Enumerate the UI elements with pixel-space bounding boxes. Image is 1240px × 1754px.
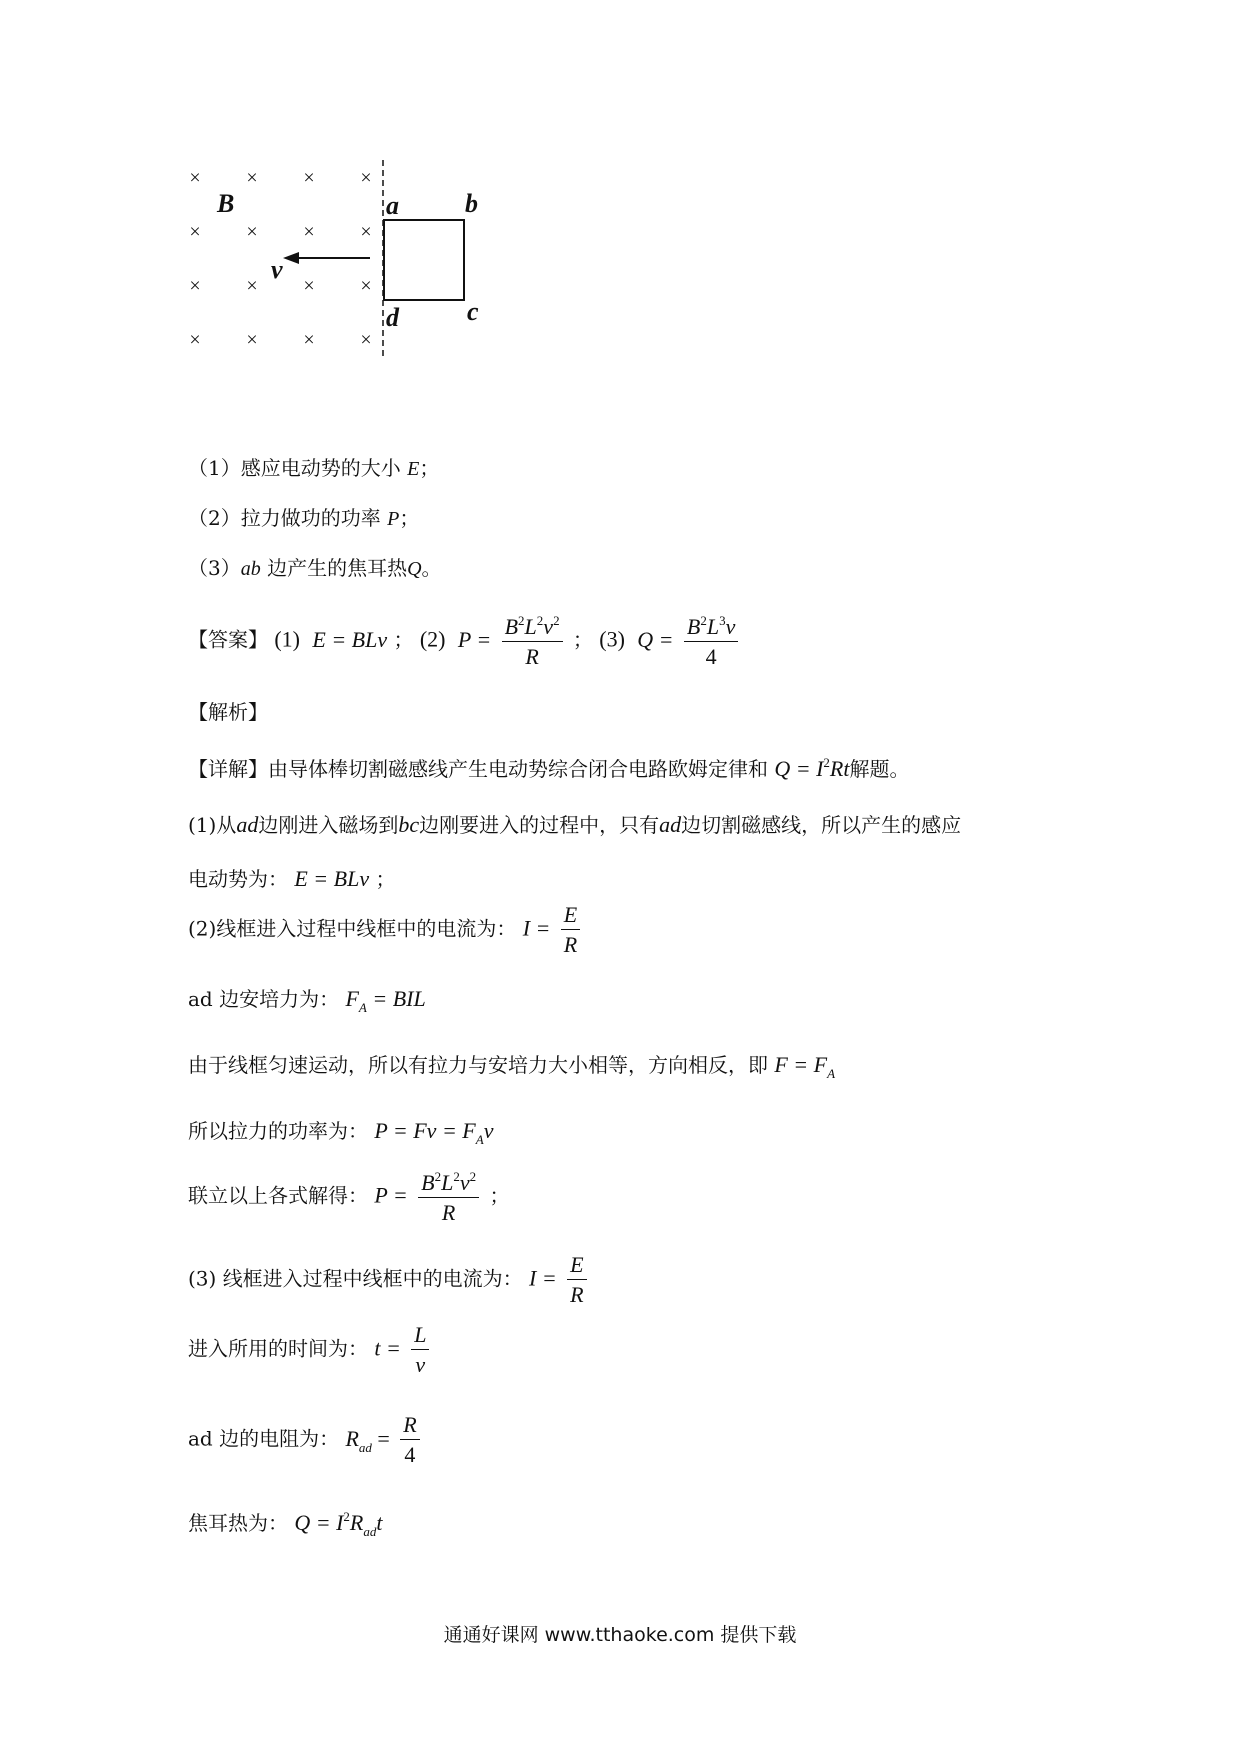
- step-9-lhs: [345, 1425, 390, 1455]
- step-8-fraction: [411, 1324, 429, 1376]
- detail-intro-end: 解题。: [849, 757, 910, 781]
- step-1-ad: ad: [236, 812, 259, 837]
- velocity-arrow-head: [283, 252, 299, 264]
- question-3-prefix: （3）: [188, 556, 241, 580]
- step-7-denominator: R: [570, 1282, 584, 1307]
- figure-svg: [189, 160, 555, 410]
- label-B: B: [217, 189, 235, 218]
- step-8: [188, 1324, 433, 1376]
- step-7-fraction: [567, 1254, 586, 1306]
- step-1-c: 边刚要进入的过程中，只有: [419, 813, 660, 837]
- question-1-var: E: [407, 458, 420, 480]
- step-9-R: R: [345, 1425, 359, 1451]
- question-2-text: （2）拉力做功的功率: [188, 506, 381, 530]
- step-9-numerator: R: [400, 1414, 419, 1440]
- step-3-text: ad 边安培力为：: [188, 987, 340, 1011]
- step-7-text: (3) 线框进入过程中线框中的电流为：: [188, 1266, 523, 1291]
- detail-intro-equation: $Q = I^2Rt$: [774, 755, 850, 781]
- answer-p3: (3): [599, 626, 625, 652]
- answer-eq3-lhs: Q =: [637, 626, 674, 652]
- step-5: [188, 1120, 493, 1146]
- step-2-denominator: R: [563, 932, 578, 957]
- field-mark: ×: [360, 167, 372, 189]
- label-c: c: [467, 297, 479, 326]
- question-2-end: ；: [399, 506, 420, 530]
- step-5-equation: $P = Fv = F_Av$: [374, 1118, 494, 1147]
- answer-sep1: ；: [393, 627, 414, 652]
- step-10-t: t: [376, 1510, 383, 1535]
- answer-eq3-numerator: $B^2L^3v$: [684, 614, 738, 642]
- step-4-text: 由于线框匀速运动，所以有拉力与安培力大小相等，方向相反，即: [188, 1053, 768, 1077]
- question-2-var: P: [387, 508, 400, 530]
- step-1-line2-text: 电动势为：: [188, 867, 288, 891]
- detail-intro-text: 由导体棒切割磁感线产生电动势综合闭合电路欧姆定律和: [268, 757, 768, 781]
- answer-eq3-fraction: [684, 614, 738, 668]
- step-2-fraction: [561, 904, 580, 956]
- step-3-equation: $F_A$ = BIL: [345, 986, 426, 1015]
- step-5-eq: P = Fv = F: [374, 1118, 476, 1143]
- step-1-a: (1)从: [188, 813, 237, 837]
- step-10-equation: $Q = I^2R_{ad}t$: [294, 1509, 383, 1539]
- footer-watermark: 通通好课网 www.tthaoke.com 提供下载: [443, 1624, 797, 1646]
- field-mark: ×: [360, 221, 372, 243]
- step-6: [188, 1170, 509, 1224]
- question-3-text: 边产生的焦耳热: [267, 556, 408, 580]
- step-9-text: ad 边的电阻为：: [188, 1426, 340, 1451]
- field-mark: ×: [189, 167, 201, 189]
- step-1-bc: bc: [398, 812, 420, 837]
- step-6-text: 联立以上各式解得：: [188, 1183, 368, 1208]
- field-mark: ×: [246, 221, 258, 243]
- answer-sep2: ；: [572, 627, 593, 652]
- step-6-lhs: P =: [374, 1182, 408, 1208]
- field-mark: ×: [189, 329, 201, 351]
- step-4: [188, 1054, 835, 1080]
- field-mark: ×: [360, 329, 372, 351]
- answer-label: 【答案】: [188, 627, 268, 652]
- step-8-numerator: L: [411, 1324, 429, 1350]
- step-1-end: ；: [375, 867, 396, 891]
- detail-intro: [188, 756, 909, 780]
- label-b: b: [465, 189, 478, 218]
- field-mark: ×: [246, 167, 258, 189]
- step-1-b: 边刚进入磁场到: [258, 813, 399, 837]
- field-mark: ×: [303, 167, 315, 189]
- step-3-eq-rest: = BIL: [372, 986, 426, 1011]
- step-10-sub: ad: [363, 1524, 377, 1539]
- label-d: d: [386, 303, 399, 332]
- answer-eq3-denominator: 4: [705, 644, 717, 669]
- step-5-text: 所以拉力的功率为：: [188, 1119, 368, 1143]
- answer-eq2-fraction: [502, 614, 563, 668]
- magnetic-field-figure: [189, 160, 555, 410]
- question-1-text: （1）感应电动势的大小: [188, 456, 401, 480]
- detail-intro-eq-post: Rt: [829, 756, 850, 781]
- field-mark: ×: [303, 275, 315, 297]
- step-4-equation: $F = F_A$: [774, 1052, 836, 1081]
- step-1-d: 边切割磁感线，所以产生的感应: [681, 813, 962, 837]
- answer-p2: (2): [419, 626, 446, 652]
- label-a: a: [386, 191, 399, 220]
- step-6-end: ；: [489, 1183, 510, 1208]
- detail-intro-eq-pre: Q = I: [774, 756, 824, 781]
- step-10: [188, 1510, 383, 1538]
- question-1-end: ；: [419, 456, 440, 480]
- step-6-fraction: [418, 1170, 479, 1224]
- detail-label: 【详解】: [188, 757, 268, 781]
- step-1-ad2: ad: [659, 812, 682, 837]
- step-8-text: 进入所用的时间为：: [188, 1336, 368, 1361]
- answer-p1: (1): [274, 626, 301, 652]
- question-3-var: ab: [240, 558, 261, 580]
- answer-eq2-denominator: R: [525, 644, 539, 669]
- step-7-numerator: E: [567, 1254, 586, 1280]
- analysis-label: 【解析】: [188, 700, 268, 724]
- step-7: [188, 1254, 591, 1306]
- step-2: [188, 904, 584, 956]
- step-3: [188, 988, 426, 1014]
- step-1-equation: E = BLv: [294, 866, 370, 891]
- step-8-denominator: v: [415, 1352, 426, 1377]
- step-9-eq: =: [377, 1425, 390, 1451]
- step-6-numerator: $B^2L^2v^2$: [418, 1170, 479, 1198]
- step-10-R: R: [349, 1510, 364, 1535]
- answer-line: [188, 614, 742, 668]
- step-6-denominator: R: [441, 1200, 456, 1225]
- question-1: [188, 458, 439, 479]
- step-1-line-1: [188, 814, 961, 836]
- question-2: [188, 508, 419, 529]
- square-loop: [384, 220, 464, 300]
- field-mark: ×: [246, 329, 258, 351]
- field-mark: ×: [303, 329, 315, 351]
- label-v: v: [271, 255, 283, 284]
- field-mark: ×: [360, 275, 372, 297]
- step-9-denominator: 4: [404, 1442, 416, 1467]
- answer-eq2-lhs: P =: [457, 626, 492, 652]
- step-1-line-2: [188, 868, 395, 890]
- step-9-sub: ad: [358, 1439, 372, 1455]
- step-10-eq-pre: Q = I: [294, 1510, 344, 1535]
- step-7-lhs: I =: [529, 1265, 557, 1291]
- step-4-eq: F = F: [774, 1052, 828, 1077]
- answer-eq1: E = BLv: [312, 626, 388, 652]
- answer-eq2-numerator: $B^2L^2v^2$: [502, 614, 563, 642]
- step-5-eq-end: v: [483, 1118, 494, 1143]
- field-mark: ×: [303, 221, 315, 243]
- field-mark: ×: [189, 275, 201, 297]
- step-9: [188, 1414, 424, 1466]
- step-8-lhs: t =: [374, 1335, 401, 1361]
- step-9-fraction: [400, 1414, 419, 1466]
- question-3: [188, 558, 442, 579]
- field-mark: ×: [189, 221, 201, 243]
- field-mark: ×: [246, 275, 258, 297]
- step-2-lhs: I =: [522, 915, 551, 941]
- step-2-text: (2)线框进入过程中线框中的电流为：: [188, 916, 517, 941]
- question-3-end: 。: [421, 556, 442, 580]
- step-2-numerator: E: [561, 904, 580, 930]
- step-10-text: 焦耳热为：: [188, 1511, 288, 1535]
- question-3-var2: Q: [407, 558, 422, 580]
